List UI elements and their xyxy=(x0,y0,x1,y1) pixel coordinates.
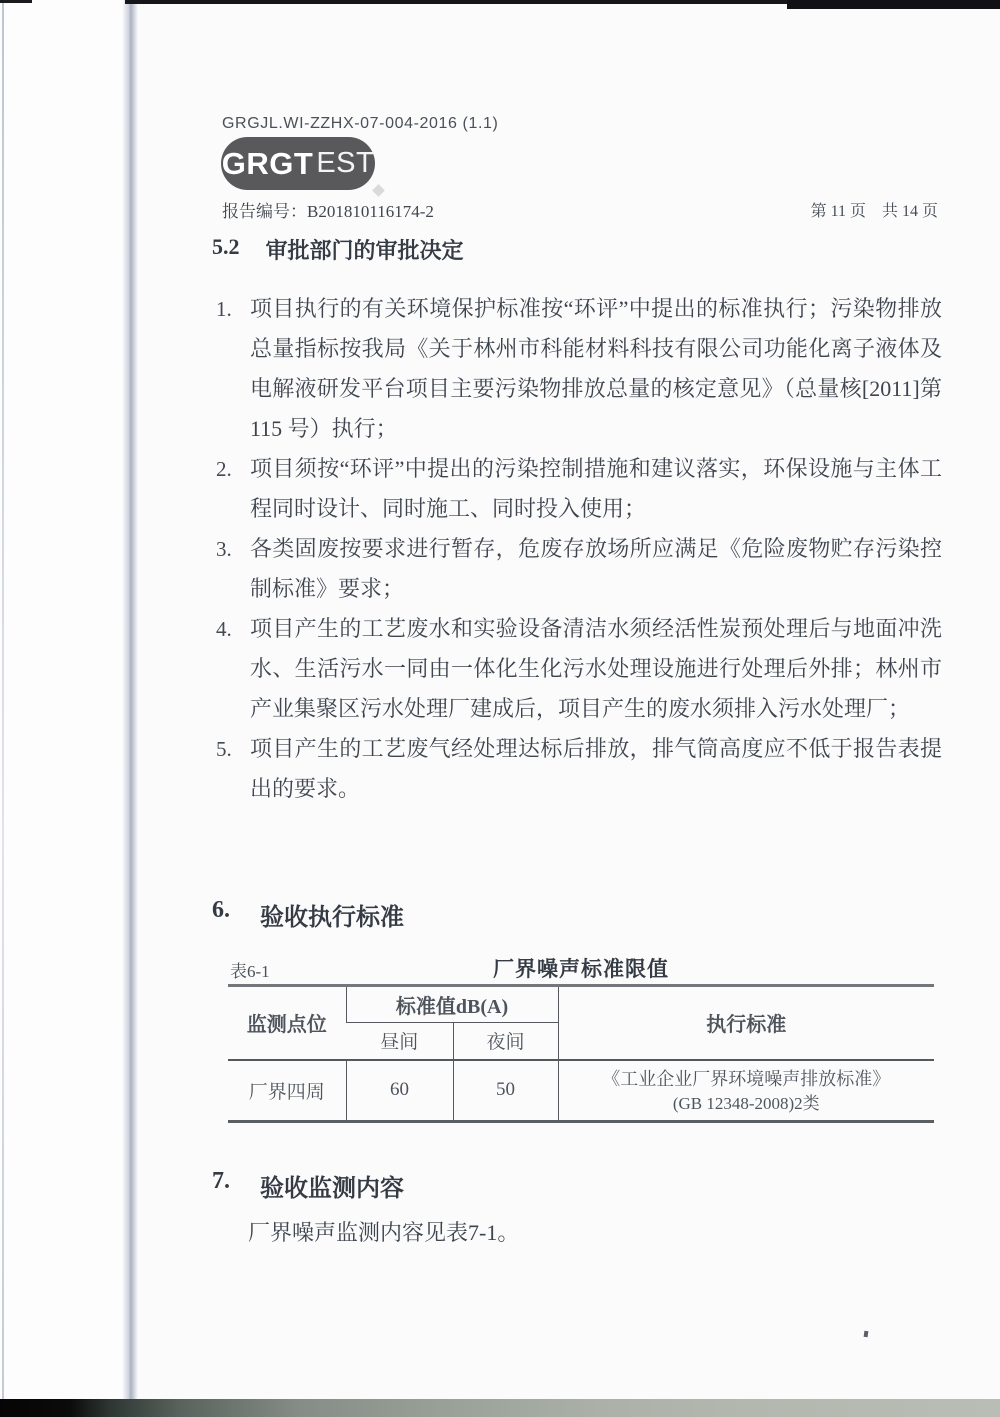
list-item-number: 3. xyxy=(216,537,232,561)
table-header-standard-group: 标准值dB(A) xyxy=(346,986,558,1023)
list-item xyxy=(216,289,942,449)
scan-speck-artifact xyxy=(864,1331,869,1337)
list-item-number: 4. xyxy=(216,617,232,641)
section-heading-approval xyxy=(212,234,464,265)
list-item xyxy=(216,609,942,729)
list-item-number: 5. xyxy=(216,737,232,761)
list-item xyxy=(216,449,942,529)
section-heading-monitoring xyxy=(212,1168,404,1203)
table-header-night: 夜间 xyxy=(453,1023,558,1060)
section-number: 7. xyxy=(212,1168,230,1194)
scan-top-bar-right xyxy=(787,0,1000,9)
scan-left-edge-line xyxy=(2,0,4,1400)
monitoring-paragraph: 厂界噪声监测内容见表7-1。 xyxy=(248,1220,520,1245)
section-number: 6. xyxy=(212,897,230,923)
cell-night-value: 50 xyxy=(453,1060,558,1122)
list-item-text: 项目产生的工艺废气经处理达标后排放，排气筒高度应不低于报告表提出的要求。 xyxy=(250,736,942,801)
page-indicator: 第 11 页 共 14 页 xyxy=(810,203,938,220)
section-title: 审批部门的审批决定 xyxy=(265,238,464,263)
page-fold-shadow xyxy=(122,0,138,1417)
table-caption-label: 表6-1 xyxy=(230,962,270,981)
table-header-day: 昼间 xyxy=(380,1032,419,1054)
list-item-text: 项目产生的工艺废水和实验设备清洁水须经活性炭预处理后与地面冲洗水、生活污水一同由一体化生化污水处理设施进行处理后外排；林州市产业集聚区污水处理厂建成后，项目产生的废水须排入污水处理厂； xyxy=(250,616,942,721)
approval-items-list xyxy=(216,289,942,809)
section-number: 5.2 xyxy=(212,234,240,259)
scan-top-bar-stub xyxy=(0,0,32,3)
cell-monitor-point: 厂界四周 xyxy=(228,1060,346,1122)
list-item xyxy=(216,729,942,809)
scan-left-margin xyxy=(0,0,124,1417)
list-item-text: 各类固废按要求进行暂存，危废存放场所应满足《危险废物贮存污染控制标准》要求； xyxy=(250,536,942,601)
section-heading-standards xyxy=(212,897,404,932)
section-title: 验收监测内容 xyxy=(260,1176,404,1202)
grgtest-logo xyxy=(221,137,375,190)
noise-standard-table xyxy=(228,984,934,1123)
table-caption xyxy=(228,953,934,981)
logo-text-est: EST xyxy=(316,147,375,179)
report-number-line xyxy=(222,197,434,222)
exec-standard-name: 《工业企业厂界环境噪声排放标准》 xyxy=(602,1068,891,1089)
cell-exec-standard xyxy=(558,1060,934,1122)
table-header-exec: 执行标准 xyxy=(558,986,934,1060)
table-header-point: 监测点位 xyxy=(246,1014,327,1037)
document-code: GRGJL.WI-ZZHX-07-004-2016 (1.1) xyxy=(222,115,499,132)
list-item-text: 项目须按“环评”中提出的污染控制措施和建议落实，环保设施与主体工程同时设计、同时施工、同时投入使用； xyxy=(250,456,942,521)
list-item-text: 项目执行的有关环境保护标准按“环评”中提出的标准执行；污染物排放总量指标按我局《关于林州市科能材料科技有限公司功能化离子液体及电解液研发平台项目主要污染物排放总量的核定意见》（总量核[2011]第 115 号）执行； xyxy=(250,296,942,441)
exec-standard-code: (GB 12348-2008)2类 xyxy=(672,1093,820,1113)
section-title: 验收执行标准 xyxy=(260,905,404,931)
scan-bottom-bar xyxy=(0,1399,1000,1417)
table-row xyxy=(228,1060,934,1122)
report-number-value: B201810116174-2 xyxy=(307,202,434,221)
list-item-number: 2. xyxy=(216,457,232,481)
cell-day-value: 60 xyxy=(346,1060,453,1122)
scan-diamond-artifact xyxy=(372,184,385,197)
report-number-label: 报告编号： xyxy=(222,202,307,221)
list-item-number: 1. xyxy=(216,297,232,321)
table-caption-title: 厂界噪声标准限值 xyxy=(493,957,669,981)
list-item xyxy=(216,529,942,609)
logo-text-grgt: GRGT xyxy=(221,145,314,181)
